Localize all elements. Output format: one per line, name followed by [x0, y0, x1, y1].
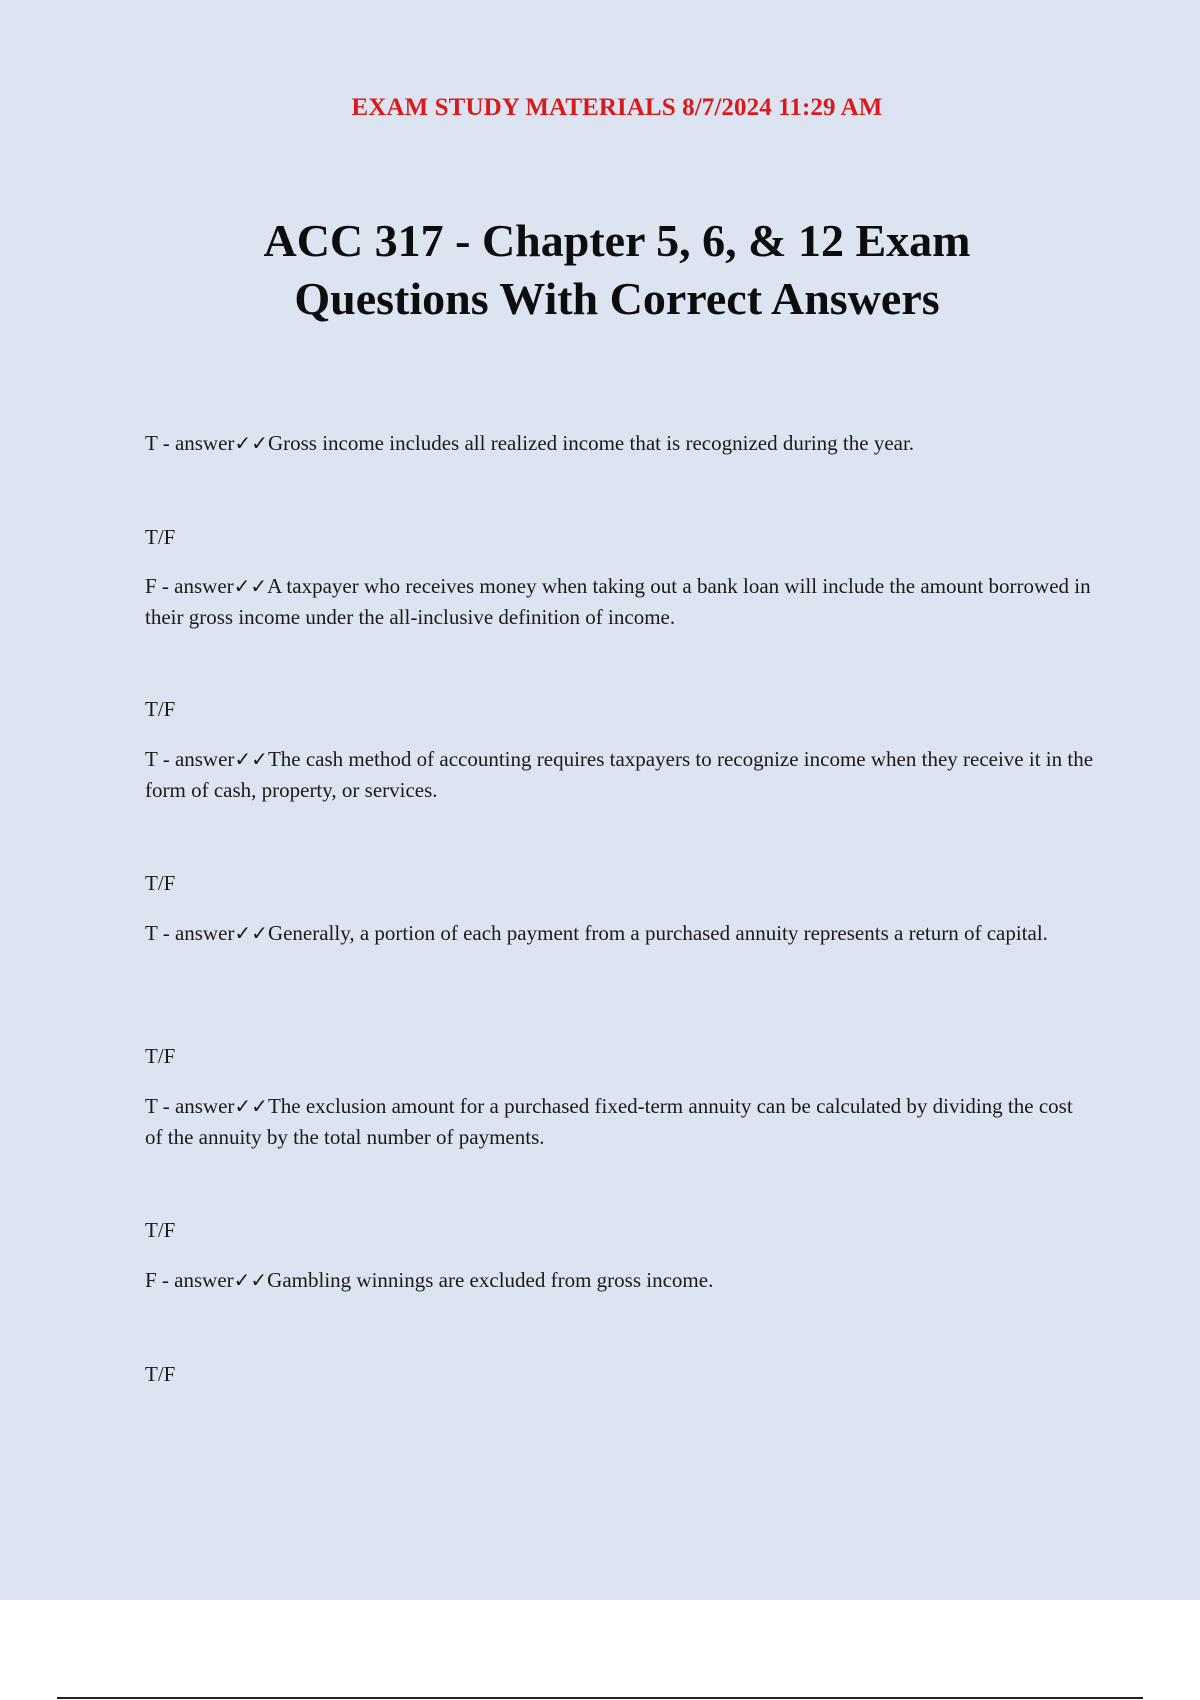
- document-title: [0, 212, 1200, 328]
- tf-label-5: T/F: [145, 1218, 176, 1242]
- check-icon: ✓✓: [234, 747, 268, 771]
- answer-item-2: [145, 571, 1095, 633]
- tf-label-3: T/F: [145, 871, 176, 895]
- question-text: Gross income includes all realized income that is recognized during the year.: [267, 431, 915, 455]
- question-text: A taxpayer who receives money when taking out a bank loan will include the amount borrowed in their gross income under the all-inclusive definition of income.: [145, 574, 1091, 629]
- answer-item-4: [145, 918, 1095, 949]
- question-text: Generally, a portion of each payment from a purchased annuity represents a return of capital.: [267, 921, 1048, 945]
- tf-label-6: T/F: [145, 1362, 176, 1386]
- question-text: Gambling winnings are excluded from gross income.: [267, 1268, 714, 1292]
- answer-prefix: T - answer: [145, 747, 235, 771]
- check-icon: ✓✓: [233, 574, 268, 598]
- title-line-1: ACC 317 - Chapter 5, 6, & 12 Exam: [263, 215, 971, 266]
- check-icon: ✓✓: [234, 1094, 268, 1118]
- answer-prefix: F - answer: [145, 1268, 234, 1292]
- check-icon: ✓✓: [234, 921, 268, 945]
- tf-label-4: T/F: [145, 1044, 176, 1068]
- answer-prefix: T - answer: [145, 1094, 235, 1118]
- tf-label-2: T/F: [145, 697, 176, 721]
- answer-item-5: [145, 1091, 1095, 1153]
- tf-label-1: T/F: [145, 525, 176, 549]
- question-text: The exclusion amount for a purchased fixed-term annuity can be calculated by dividing the cost of the annuity by the total number of payments.: [145, 1094, 1073, 1149]
- answer-prefix: T - answer: [145, 921, 235, 945]
- answer-prefix: F - answer: [145, 574, 234, 598]
- check-icon: ✓✓: [233, 1268, 268, 1292]
- footer-divider: [57, 1697, 1143, 1699]
- page-footer: [0, 1600, 1200, 1700]
- answer-prefix: T - answer: [145, 431, 235, 455]
- question-text: The cash method of accounting requires taxpayers to recognize income when they receive it in the form of cash, property, or services.: [145, 747, 1094, 802]
- title-line-2: Questions With Correct Answers: [294, 273, 940, 324]
- answer-item-6: [145, 1265, 1095, 1296]
- answer-item-3: [145, 744, 1095, 806]
- exam-header: EXAM STUDY MATERIALS 8/7/2024 11:29 AM: [351, 94, 883, 121]
- check-icon: ✓✓: [234, 431, 268, 455]
- answer-item-1: [145, 428, 1095, 459]
